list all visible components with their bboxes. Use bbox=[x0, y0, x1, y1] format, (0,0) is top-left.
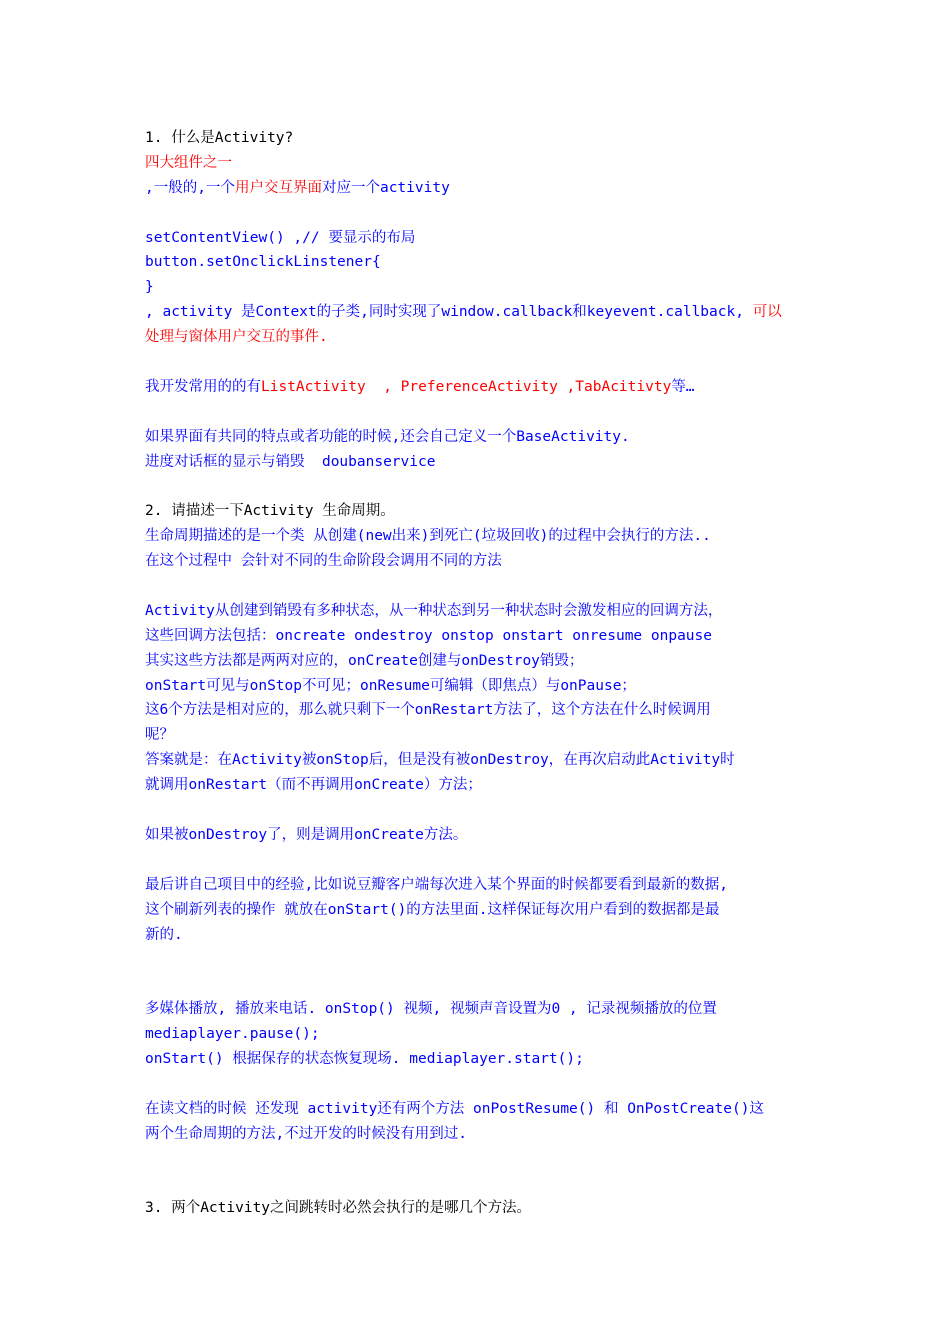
q2-line: 其实这些方法都是两两对应的，onCreate创建与onDestroy销毁； bbox=[145, 652, 584, 669]
blank-line bbox=[145, 201, 815, 226]
q2-line: 生命周期描述的是一个类 从创建(new出来)到死亡(垃圾回收)的过程中会执行的方法.. bbox=[145, 528, 711, 545]
q1-line-2-b: 用户交互界面 bbox=[234, 179, 322, 196]
q1-line-8-a: 我开发常用的的有 bbox=[145, 378, 261, 395]
q1-line-5: } bbox=[145, 279, 154, 296]
blank-line bbox=[145, 972, 815, 997]
blank-line bbox=[145, 798, 815, 823]
question-2-heading: 2. 请描述一下Activity 生命周期。 bbox=[145, 503, 395, 520]
q2-line: 这些回调方法包括：oncreate ondestroy onstop onstart onresume onpause bbox=[145, 627, 712, 644]
q1-line-8 bbox=[145, 375, 815, 400]
q1-line-2-a: ,一般的,一个 bbox=[145, 179, 235, 196]
q2-line: 在这个过程中 会针对不同的生命阶段会调用不同的方法 bbox=[145, 553, 502, 570]
q2-line: onStart() 根据保存的状态恢复现场. mediaplayer.start(); bbox=[145, 1050, 584, 1067]
q1-line-6-a: , activity 是Context的子类,同时实现了window.callback和keyevent.callback, bbox=[145, 304, 753, 321]
q2-line: 这个刷新列表的操作 就放在onStart()的方法里面.这样保证每次用户看到的数据都是最 bbox=[145, 901, 720, 918]
blank-line bbox=[145, 574, 815, 599]
q2-line: onStart可见与onStop不可见；onResume可编辑（即焦点）与onPause； bbox=[145, 677, 636, 694]
q2-line: mediaplayer.pause(); bbox=[145, 1026, 320, 1043]
q1-line-2 bbox=[145, 176, 815, 201]
q2-line: 多媒体播放, 播放来电话. onStop() 视频, 视频声音设置为0 , 记录视频播放的位置 bbox=[145, 1001, 717, 1018]
q2-line: Activity从创建到销毁有多种状态，从一种状态到另一种状态时会激发相应的回调方法， bbox=[145, 602, 723, 619]
q1-line-3: setContentView() ,// 要显示的布局 bbox=[145, 229, 416, 246]
q2-line: 两个生命周期的方法,不过开发的时候没有用到过. bbox=[145, 1125, 467, 1142]
q1-line-6 bbox=[145, 300, 815, 325]
question-3-heading: 3. 两个Activity之间跳转时必然会执行的是哪几个方法。 bbox=[145, 1200, 532, 1217]
q1-line-4: button.setOnclickLinstener{ bbox=[145, 254, 381, 271]
blank-line bbox=[145, 1147, 815, 1172]
q2-line: 最后讲自己项目中的经验,比如说豆瓣客户端每次进入某个界面的时候都要看到最新的数据, bbox=[145, 876, 728, 893]
q1-line-10: 进度对话框的显示与销毁 doubanservice bbox=[145, 453, 436, 470]
blank-line bbox=[145, 947, 815, 972]
q2-line: 呢？ bbox=[145, 727, 174, 744]
q2-line: 在读文档的时候 还发现 activity还有两个方法 onPostResume() 和 OnPostCreate()这 bbox=[145, 1100, 764, 1117]
blank-line bbox=[145, 1072, 815, 1097]
q1-line-2-c: 对应一个activity bbox=[321, 179, 450, 196]
q1-line-8-c: 等… bbox=[671, 378, 695, 395]
q2-line: 答案就是：在Activity被onStop后，但是没有被onDestroy，在再次启动此Activity时 bbox=[145, 752, 735, 769]
blank-line bbox=[145, 1171, 815, 1196]
q1-line-6-b: 可以 bbox=[752, 304, 782, 321]
q1-line-7: 处理与窗体用户交互的事件. bbox=[145, 329, 328, 346]
q1-line-8-b: ListActivity , PreferenceActivity ,TabAcitivty bbox=[261, 378, 672, 395]
q2-line: 就调用onRestart（而不再调用onCreate）方法； bbox=[145, 777, 482, 794]
blank-line bbox=[145, 474, 815, 499]
question-1-heading: 1. 什么是Activity? bbox=[145, 130, 294, 146]
blank-line bbox=[145, 848, 815, 873]
blank-line bbox=[145, 400, 815, 425]
blank-line bbox=[145, 350, 815, 375]
q2-line: 这6个方法是相对应的，那么就只剩下一个onRestart方法了，这个方法在什么时候调用 bbox=[145, 702, 711, 719]
q2-line: 新的. bbox=[145, 926, 183, 943]
q2-line: 如果被onDestroy了，则是调用onCreate方法。 bbox=[145, 826, 468, 843]
document-page bbox=[145, 126, 815, 1221]
q1-line-9: 如果界面有共同的特点或者功能的时候,还会自己定义一个BaseActivity. bbox=[145, 428, 630, 445]
q1-line-1: 四大组件之一 bbox=[145, 154, 232, 171]
